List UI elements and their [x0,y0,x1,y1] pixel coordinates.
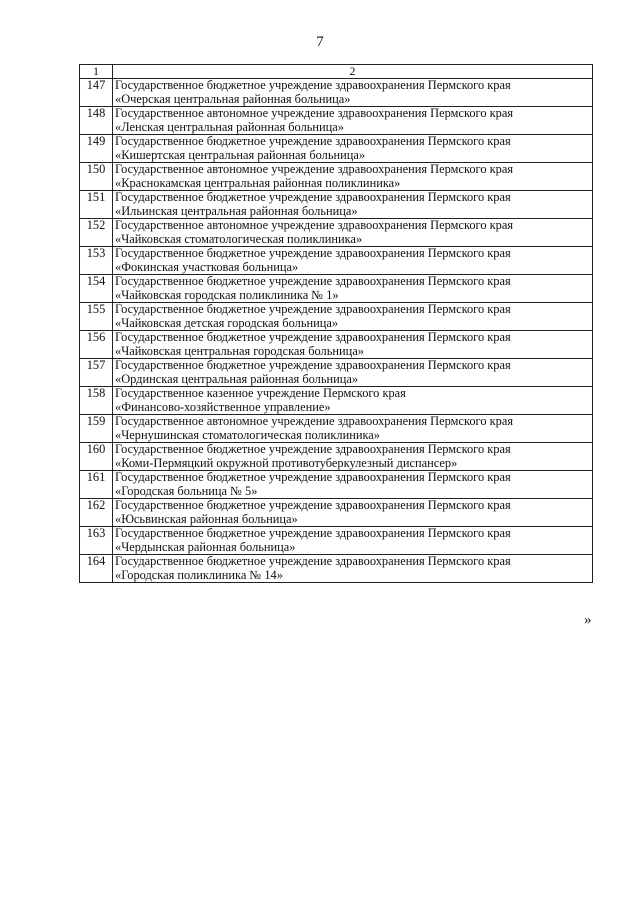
institution-name: «Чайковская центральная городская больница» [115,343,364,358]
institution-type: Государственное бюджетное учреждение здравоохранения Пермского края [115,190,511,204]
institution-name: «Городская больница № 5» [115,483,258,498]
institution-name: «Чердынская районная больница» [115,539,296,554]
institution-name: «Краснокамская центральная районная поликлиника» [115,175,401,190]
table-row [80,499,593,527]
institution-name: «Чайковская городская поликлиника № 1» [115,287,339,302]
institution-name: «Финансово-хозяйственное управление» [115,399,331,414]
row-number: 157 [80,359,113,387]
institution-name: «Ординская центральная районная больница» [115,371,359,386]
institution-name-cell [113,359,593,387]
institution-name-cell [113,219,593,247]
row-number: 163 [80,527,113,555]
institution-name-cell [113,443,593,471]
table-row [80,359,593,387]
institution-name: «Коми-Пермяцкий окружной противотуберкулезный диспансер» [115,455,458,470]
closing-quote-mark: » [584,612,592,628]
institution-name: «Ленская центральная районная больница» [115,119,345,134]
institution-name-cell [113,499,593,527]
table-row [80,219,593,247]
institution-type: Государственное автономное учреждение здравоохранения Пермского края [115,162,514,176]
row-number: 160 [80,443,113,471]
row-number: 152 [80,219,113,247]
row-number: 151 [80,191,113,219]
institution-type: Государственное автономное учреждение здравоохранения Пермского края [115,106,514,120]
table-row [80,303,593,331]
page-number: 7 [316,34,324,50]
institution-type: Государственное бюджетное учреждение здравоохранения Пермского края [115,358,511,372]
table-row [80,135,593,163]
institution-name: «Очерская центральная районная больница» [115,91,351,106]
row-number: 154 [80,275,113,303]
institution-type: Государственное бюджетное учреждение здравоохранения Пермского края [115,554,511,568]
institution-name-cell [113,79,593,107]
institution-type: Государственное автономное учреждение здравоохранения Пермского края [115,218,514,232]
institution-name: «Юсьвинская районная больница» [115,511,298,526]
row-number: 158 [80,387,113,415]
row-number: 162 [80,499,113,527]
table-row [80,275,593,303]
institution-type: Государственное бюджетное учреждение здравоохранения Пермского края [115,246,511,260]
institution-name-cell [113,415,593,443]
institution-name-cell [113,331,593,359]
table-row [80,191,593,219]
institution-type: Государственное казенное учреждение Пермского края [115,386,406,400]
institution-type: Государственное бюджетное учреждение здравоохранения Пермского края [115,274,511,288]
table-row [80,387,593,415]
institution-name-cell [113,135,593,163]
institution-type: Государственное бюджетное учреждение здравоохранения Пермского края [115,330,511,344]
row-number: 148 [80,107,113,135]
table-row [80,247,593,275]
row-number: 156 [80,331,113,359]
institutions-table [79,64,593,583]
table-row [80,555,593,583]
institution-name-cell [113,303,593,331]
institution-name-cell [113,107,593,135]
row-number: 164 [80,555,113,583]
institution-name: «Ильинская центральная районная больница» [115,203,358,218]
institution-name-cell [113,275,593,303]
table-body [80,79,593,583]
row-number: 155 [80,303,113,331]
table-row [80,107,593,135]
row-number: 161 [80,471,113,499]
institution-name-cell [113,471,593,499]
table-row [80,79,593,107]
institution-type: Государственное бюджетное учреждение здравоохранения Пермского края [115,442,511,456]
institution-name-cell [113,387,593,415]
table-row [80,163,593,191]
row-number: 150 [80,163,113,191]
table-header-row [80,65,593,79]
institution-name-cell [113,163,593,191]
row-number: 149 [80,135,113,163]
row-number: 147 [80,79,113,107]
institution-type: Государственное бюджетное учреждение здравоохранения Пермского края [115,134,511,148]
table-row [80,527,593,555]
institution-name-cell [113,191,593,219]
row-number: 159 [80,415,113,443]
institution-type: Государственное бюджетное учреждение здравоохранения Пермского края [115,78,511,92]
institution-name: «Чернушинская стоматологическая поликлиника» [115,427,380,442]
table-row [80,443,593,471]
institution-type: Государственное бюджетное учреждение здравоохранения Пермского края [115,470,511,484]
institution-name: «Фокинская участковая больница» [115,259,299,274]
column-header-name: 2 [113,65,593,79]
institution-type: Государственное бюджетное учреждение здравоохранения Пермского края [115,302,511,316]
institution-name-cell [113,555,593,583]
table-row [80,471,593,499]
institution-name-cell [113,527,593,555]
institution-type: Государственное бюджетное учреждение здравоохранения Пермского края [115,498,511,512]
table-row [80,331,593,359]
table-row [80,415,593,443]
institution-name: «Чайковская стоматологическая поликлиника» [115,231,363,246]
row-number: 153 [80,247,113,275]
column-header-number: 1 [80,65,113,79]
institution-name: «Чайковская детская городская больница» [115,315,339,330]
institution-name: «Кишертская центральная районная больница» [115,147,366,162]
institution-type: Государственное автономное учреждение здравоохранения Пермского края [115,414,514,428]
institution-type: Государственное бюджетное учреждение здравоохранения Пермского края [115,526,511,540]
institution-name-cell [113,247,593,275]
institution-name: «Городская поликлиника № 14» [115,567,283,582]
